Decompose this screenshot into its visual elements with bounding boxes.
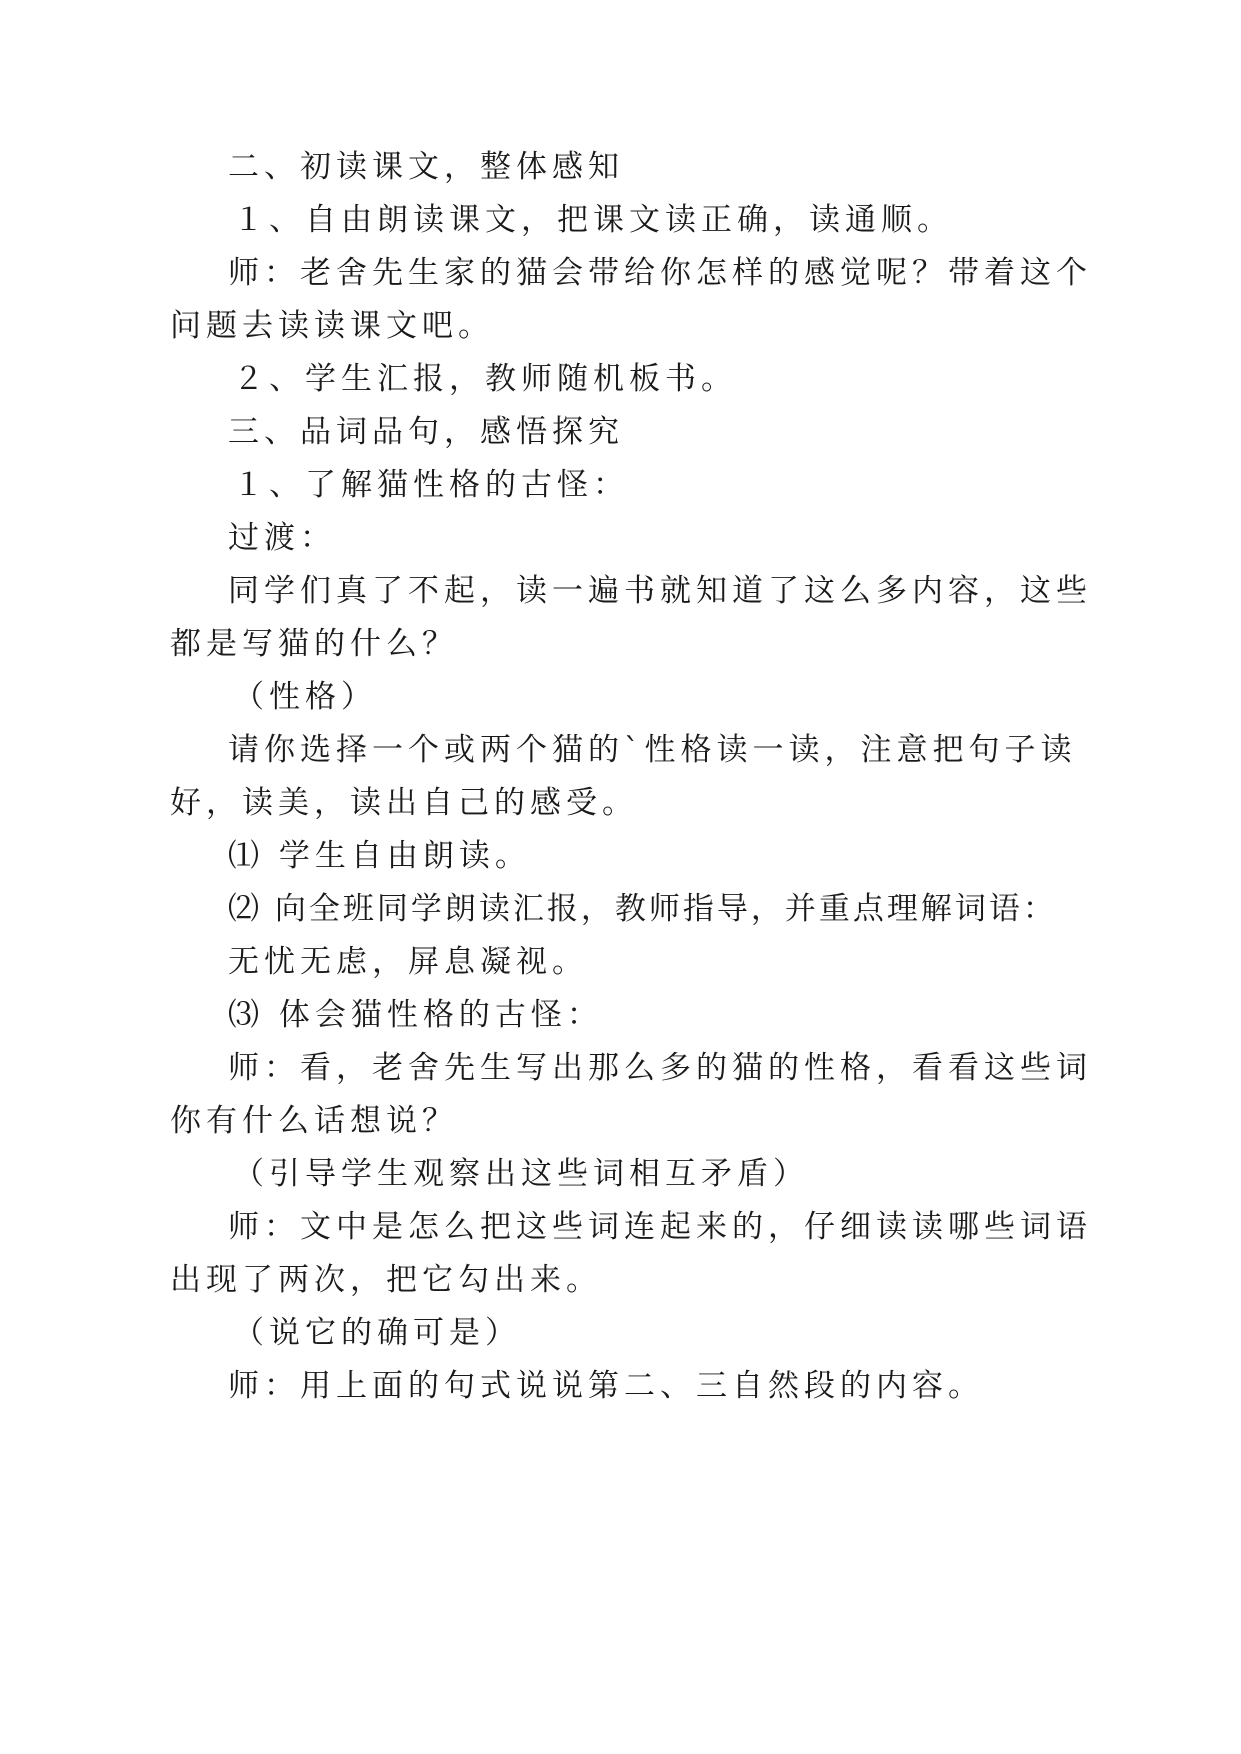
section-heading-2: 二、初读课文，整体感知 bbox=[228, 149, 624, 185]
paragraph-line: 请你选择一个或两个猫的`性格读一读，注意把句子读 bbox=[228, 732, 1077, 768]
paragraph-line: ⑶ 体会猫性格的古怪： bbox=[228, 997, 603, 1033]
paragraph-line: 过渡： bbox=[228, 520, 336, 556]
paragraph-line: 问题去读读课文吧。 bbox=[170, 308, 494, 344]
paragraph-line: 师：用上面的句式说说第二、三自然段的内容。 bbox=[228, 1368, 984, 1404]
paragraph-line: （引导学生观察出这些词相互矛盾） bbox=[233, 1156, 809, 1192]
section-heading-3: 三、品词品句，感悟探究 bbox=[228, 414, 624, 450]
paragraph-line: ⑵ 向全班同学朗读汇报，教师指导，并重点理解词语： bbox=[228, 891, 1057, 927]
paragraph-line: 同学们真了不起，读一遍书就知道了这么多内容，这些 bbox=[228, 573, 1092, 609]
paragraph-line: 你有什么话想说？ bbox=[170, 1103, 458, 1139]
paragraph-line: １、了解猫性格的古怪： bbox=[233, 467, 629, 503]
paragraph-line: 师：看，老舍先生写出那么多的猫的性格，看看这些词 bbox=[228, 1050, 1092, 1086]
paragraph-line: 都是写猫的什么？ bbox=[170, 626, 458, 662]
paragraph-line: ２、学生汇报，教师随机板书。 bbox=[233, 361, 737, 397]
paragraph-line: （性格） bbox=[233, 679, 377, 715]
paragraph-line: ⑴ 学生自由朗读。 bbox=[228, 838, 531, 874]
paragraph-line: １、自由朗读课文，把课文读正确，读通顺。 bbox=[233, 202, 953, 238]
paragraph-line: （说它的确可是） bbox=[233, 1315, 521, 1351]
paragraph-line: 无忧无虑，屏息凝视。 bbox=[228, 944, 588, 980]
paragraph-line: 师：老舍先生家的猫会带给你怎样的感觉呢？带着这个 bbox=[228, 255, 1092, 291]
paragraph-line: 师：文中是怎么把这些词连起来的，仔细读读哪些词语 bbox=[228, 1209, 1092, 1245]
paragraph-line: 出现了两次，把它勾出来。 bbox=[170, 1262, 602, 1298]
paragraph-line: 好，读美，读出自己的感受。 bbox=[170, 785, 638, 821]
